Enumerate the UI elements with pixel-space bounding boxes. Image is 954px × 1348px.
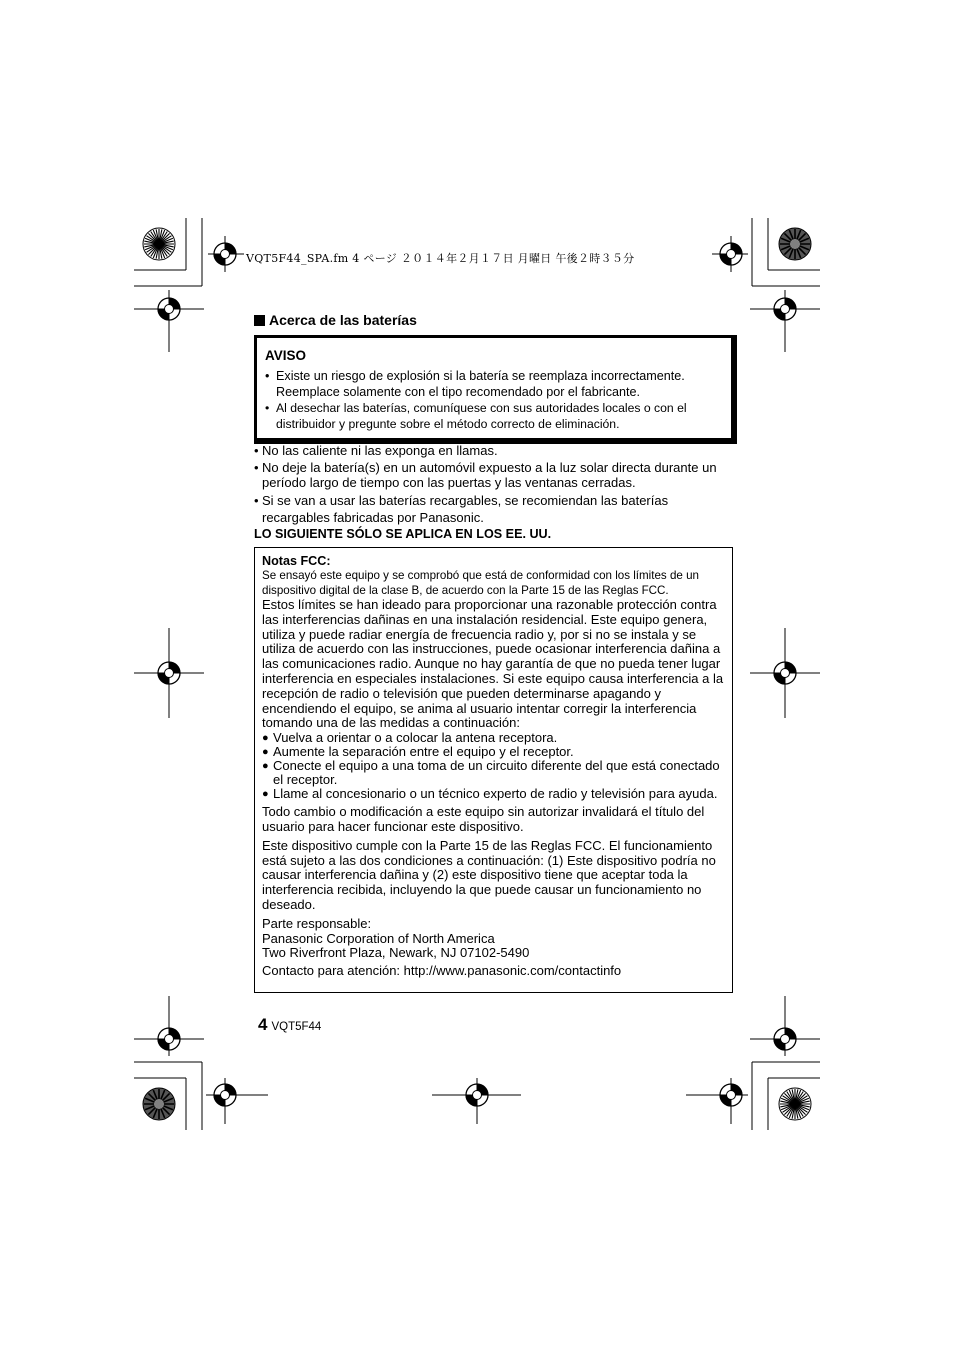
section-title [254, 312, 417, 328]
list-item-text: Si se van a usar las baterías recargables, se recomiendan las baterías recargables fabricadas por Panasonic. [262, 492, 669, 525]
fcc-responsible-label: Parte responsable: [262, 915, 372, 931]
list-item [262, 745, 723, 759]
fcc-compliance: Este dispositivo cumple con la Parte 15 de las Reglas FCC. El funcionamiento está sujeto a las dos condiciones a continuación: (1) Este dispositivo podría no causar interferencia dañina y (2) este dispositivo tiene que aceptar toda la interferencia recibida, incluyendo la que puede causar un funcionamiento no deseado. [262, 837, 716, 912]
bullet-icon: ● [262, 746, 269, 759]
bullet-icon: ● [262, 760, 269, 773]
fcc-company: Panasonic Corporation of North America [262, 930, 495, 946]
list-item [254, 443, 728, 459]
warning-title: AVISO [265, 348, 307, 363]
fcc-notes-box [254, 547, 733, 993]
bullet-icon: ● [262, 732, 269, 745]
section-title-text: Acerca de las baterías [269, 312, 417, 328]
warning-item-text: Existe un riesgo de explosión si la batería se reemplaza incorrectamente. Reemplace solamente con el tipo recomendado por el fabricante. [276, 369, 685, 399]
page-number: 4 [258, 1015, 268, 1034]
bullet-icon: • [254, 443, 259, 458]
list-item [262, 731, 723, 745]
fcc-measures-list [262, 731, 732, 801]
page-footer [258, 1015, 321, 1035]
fcc-intro-small: Se ensayó este equipo y se comprobó que está de conformidad con los límites de un dispositivo digital de la clase B, de acuerdo con la Parte 15 de las Reglas FCC. [262, 569, 699, 597]
file-header-line: VQT5F44_SPA.fm 4 ページ ２０１４年２月１７日 月曜日 午後２時３５分 [246, 252, 635, 265]
list-item [254, 460, 728, 491]
bullet-icon: • [254, 459, 259, 475]
us-only-heading: LO SIGUIENTE SÓLO SE APLICA EN LOS EE. UU. [254, 527, 552, 541]
fcc-title: Notas FCC: [262, 554, 331, 568]
square-bullet-icon [254, 315, 265, 326]
list-item-text: Conecte el equipo a una toma de un circuito diferente del que está conectado el receptor. [273, 758, 720, 788]
bullet-icon: • [254, 492, 259, 508]
list-item-text: No deje la batería(s) en un automóvil expuesto a la luz solar directa durante un período largo de tiempo con las puertas y las ventanas cerradas. [262, 459, 717, 490]
document-code: VQT5F44 [271, 1021, 322, 1033]
bullet-icon: ● [262, 788, 269, 801]
list-item-text: Aumente la separación entre el equipo y el receptor. [273, 744, 574, 760]
list-item-text: No las caliente ni las exponga en llamas. [262, 443, 498, 458]
fcc-change-note: Todo cambio o modificación a este equipo sin autorizar invalidará el título del usuario para hacer funcionar este dispositivo. [262, 804, 705, 834]
warning-item-text: Al desechar las baterías, comuníquese con sus autoridades locales o con el distribuidor y pregunte sobre el método correcto de eliminación. [276, 401, 687, 431]
fcc-intro: Estos límites se han ideado para proporcionar una razonable protección contra las interferencias dañinas en una instalación residencial. Este equipo genera, utiliza y puede radiar energía de frecuencia radio y, por si no se instala y se utiliza de acuerdo con las instrucciones, puede ocasionar interferencia dañina a las comunicaciones radio. Aunque no hay garantía de que no pueda tener lugar interferencia en especiales instalaciones. Si este equipo causa interferencia a la recepción de radio o televisión que pueden determinarse apagando y encendiendo el equipo, se anima al usuario intentar corregir la interferencia tomando una de las medidas a continuación: [262, 597, 724, 731]
fcc-contact: Contacto para atención: http://www.panasonic.com/contactinfo [262, 963, 622, 979]
list-item [262, 787, 723, 801]
fcc-address: Two Riverfront Plaza, Newark, NJ 07102-5490 [262, 945, 530, 961]
list-item-text: Llame al concesionario o un técnico experto de radio y televisión para ayuda. [273, 786, 718, 802]
warning-item [265, 400, 722, 432]
list-item [254, 492, 728, 526]
list-item [262, 759, 723, 787]
bullet-icon: • [265, 401, 270, 415]
list-item-text: Vuelva a orientar o a colocar la antena receptora. [273, 730, 558, 746]
warning-box [254, 335, 737, 444]
bullet-icon: • [265, 369, 270, 383]
warning-item [265, 368, 722, 400]
battery-precautions-list [254, 443, 728, 527]
